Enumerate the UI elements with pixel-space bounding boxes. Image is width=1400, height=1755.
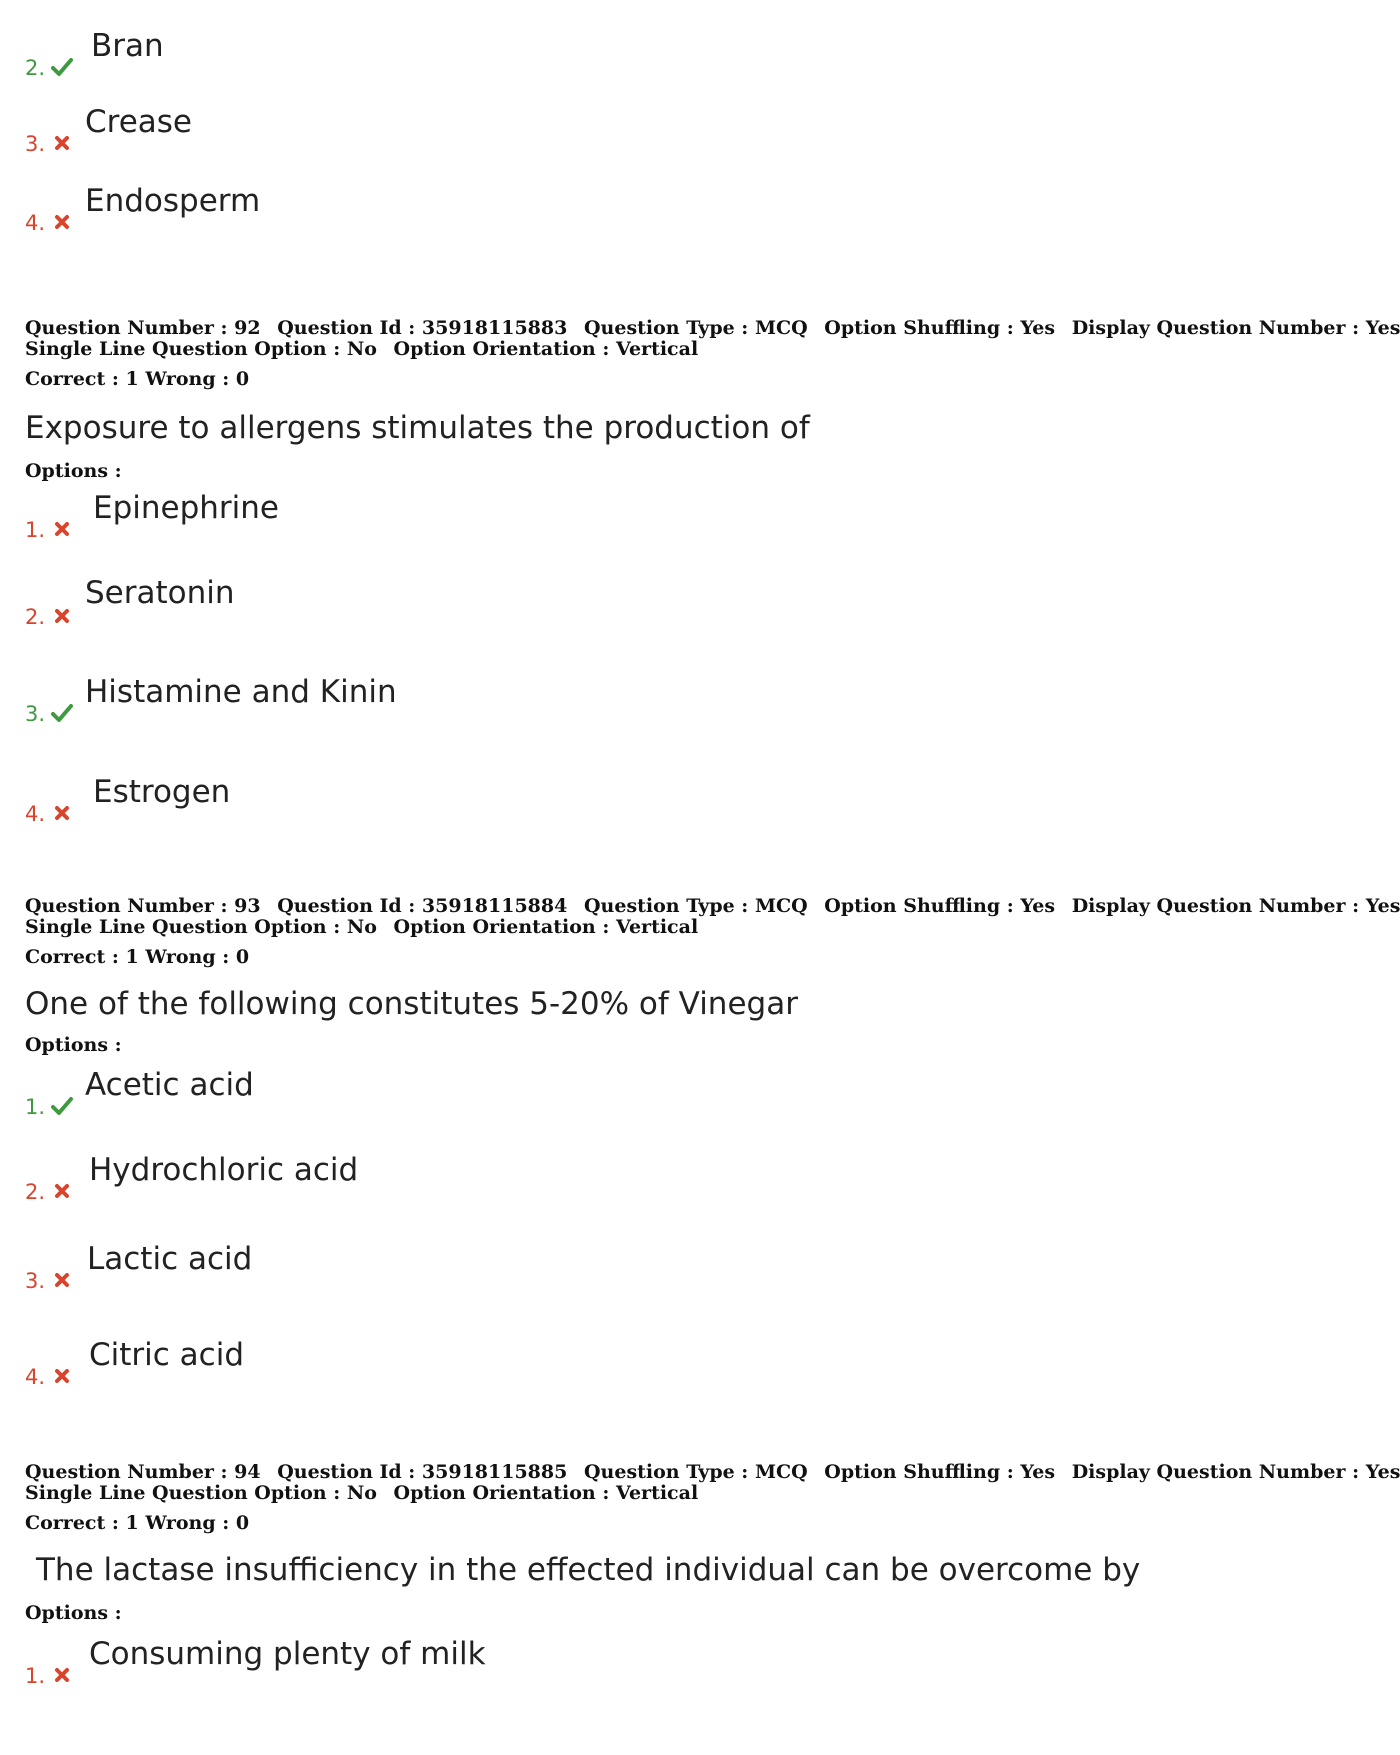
- question-score: Correct : 1 Wrong : 0: [25, 946, 250, 968]
- question-meta: [25, 896, 1400, 938]
- option-number: 2.: [25, 605, 46, 629]
- meta-line-2: Single Line Question Option : No Option Orientation : Vertical: [25, 916, 699, 938]
- option-text: Hydrochloric acid: [89, 1152, 359, 1188]
- option-number: 1.: [25, 1095, 46, 1119]
- meta-line-2: Single Line Question Option : No Option Orientation : Vertical: [25, 338, 699, 360]
- options-label: Options :: [25, 460, 122, 482]
- option-number: 4.: [25, 211, 46, 235]
- check-icon: [51, 702, 73, 724]
- option-number: 4.: [25, 1365, 46, 1389]
- question-score: Correct : 1 Wrong : 0: [25, 1512, 250, 1534]
- option-text: Citric acid: [89, 1337, 244, 1373]
- cross-icon: [51, 211, 73, 233]
- option-text: Lactic acid: [87, 1241, 253, 1277]
- cross-icon: [51, 132, 73, 154]
- option-number: 3.: [25, 1269, 46, 1293]
- question-text: Exposure to allergens stimulates the production of: [25, 410, 810, 446]
- cross-icon: [51, 518, 73, 540]
- cross-icon: [51, 1269, 73, 1291]
- options-label: Options :: [25, 1602, 122, 1624]
- meta-line-1: Question Number : 93 Question Id : 35918115884 Question Type : MCQ Option Shuffling : Yes Display Question Number : Yes: [25, 895, 1400, 917]
- check-icon: [51, 1095, 73, 1117]
- question-score: Correct : 1 Wrong : 0: [25, 368, 250, 390]
- meta-line-1: Question Number : 92 Question Id : 35918115883 Question Type : MCQ Option Shuffling : Yes Display Question Number : Yes: [25, 317, 1400, 339]
- option-text: Endosperm: [85, 183, 261, 219]
- option-number: 4.: [25, 802, 46, 826]
- option-text: Seratonin: [85, 575, 235, 611]
- option-text: Acetic acid: [85, 1067, 254, 1103]
- question-text: The lactase insufficiency in the effected individual can be overcome by: [36, 1552, 1141, 1588]
- cross-icon: [51, 1365, 73, 1387]
- option-text: Estrogen: [93, 774, 231, 810]
- cross-icon: [51, 1180, 73, 1202]
- option-text: Bran: [91, 28, 164, 64]
- option-number: 1.: [25, 1664, 46, 1688]
- option-number: 3.: [25, 702, 46, 726]
- option-number: 2.: [25, 56, 46, 80]
- cross-icon: [51, 1664, 73, 1686]
- question-meta: [25, 1462, 1400, 1504]
- option-number: 3.: [25, 132, 46, 156]
- option-text: Consuming plenty of milk: [89, 1636, 486, 1672]
- option-number: 1.: [25, 518, 46, 542]
- question-meta: [25, 318, 1400, 360]
- meta-line-2: Single Line Question Option : No Option Orientation : Vertical: [25, 1482, 699, 1504]
- meta-line-1: Question Number : 94 Question Id : 35918115885 Question Type : MCQ Option Shuffling : Yes Display Question Number : Yes: [25, 1461, 1400, 1483]
- option-text: Histamine and Kinin: [85, 674, 397, 710]
- option-number: 2.: [25, 1180, 46, 1204]
- option-text: Epinephrine: [93, 490, 279, 526]
- check-icon: [51, 56, 73, 78]
- cross-icon: [51, 605, 73, 627]
- question-text: One of the following constitutes 5-20% of Vinegar: [25, 986, 798, 1022]
- options-label: Options :: [25, 1034, 122, 1056]
- option-text: Crease: [85, 104, 193, 140]
- cross-icon: [51, 802, 73, 824]
